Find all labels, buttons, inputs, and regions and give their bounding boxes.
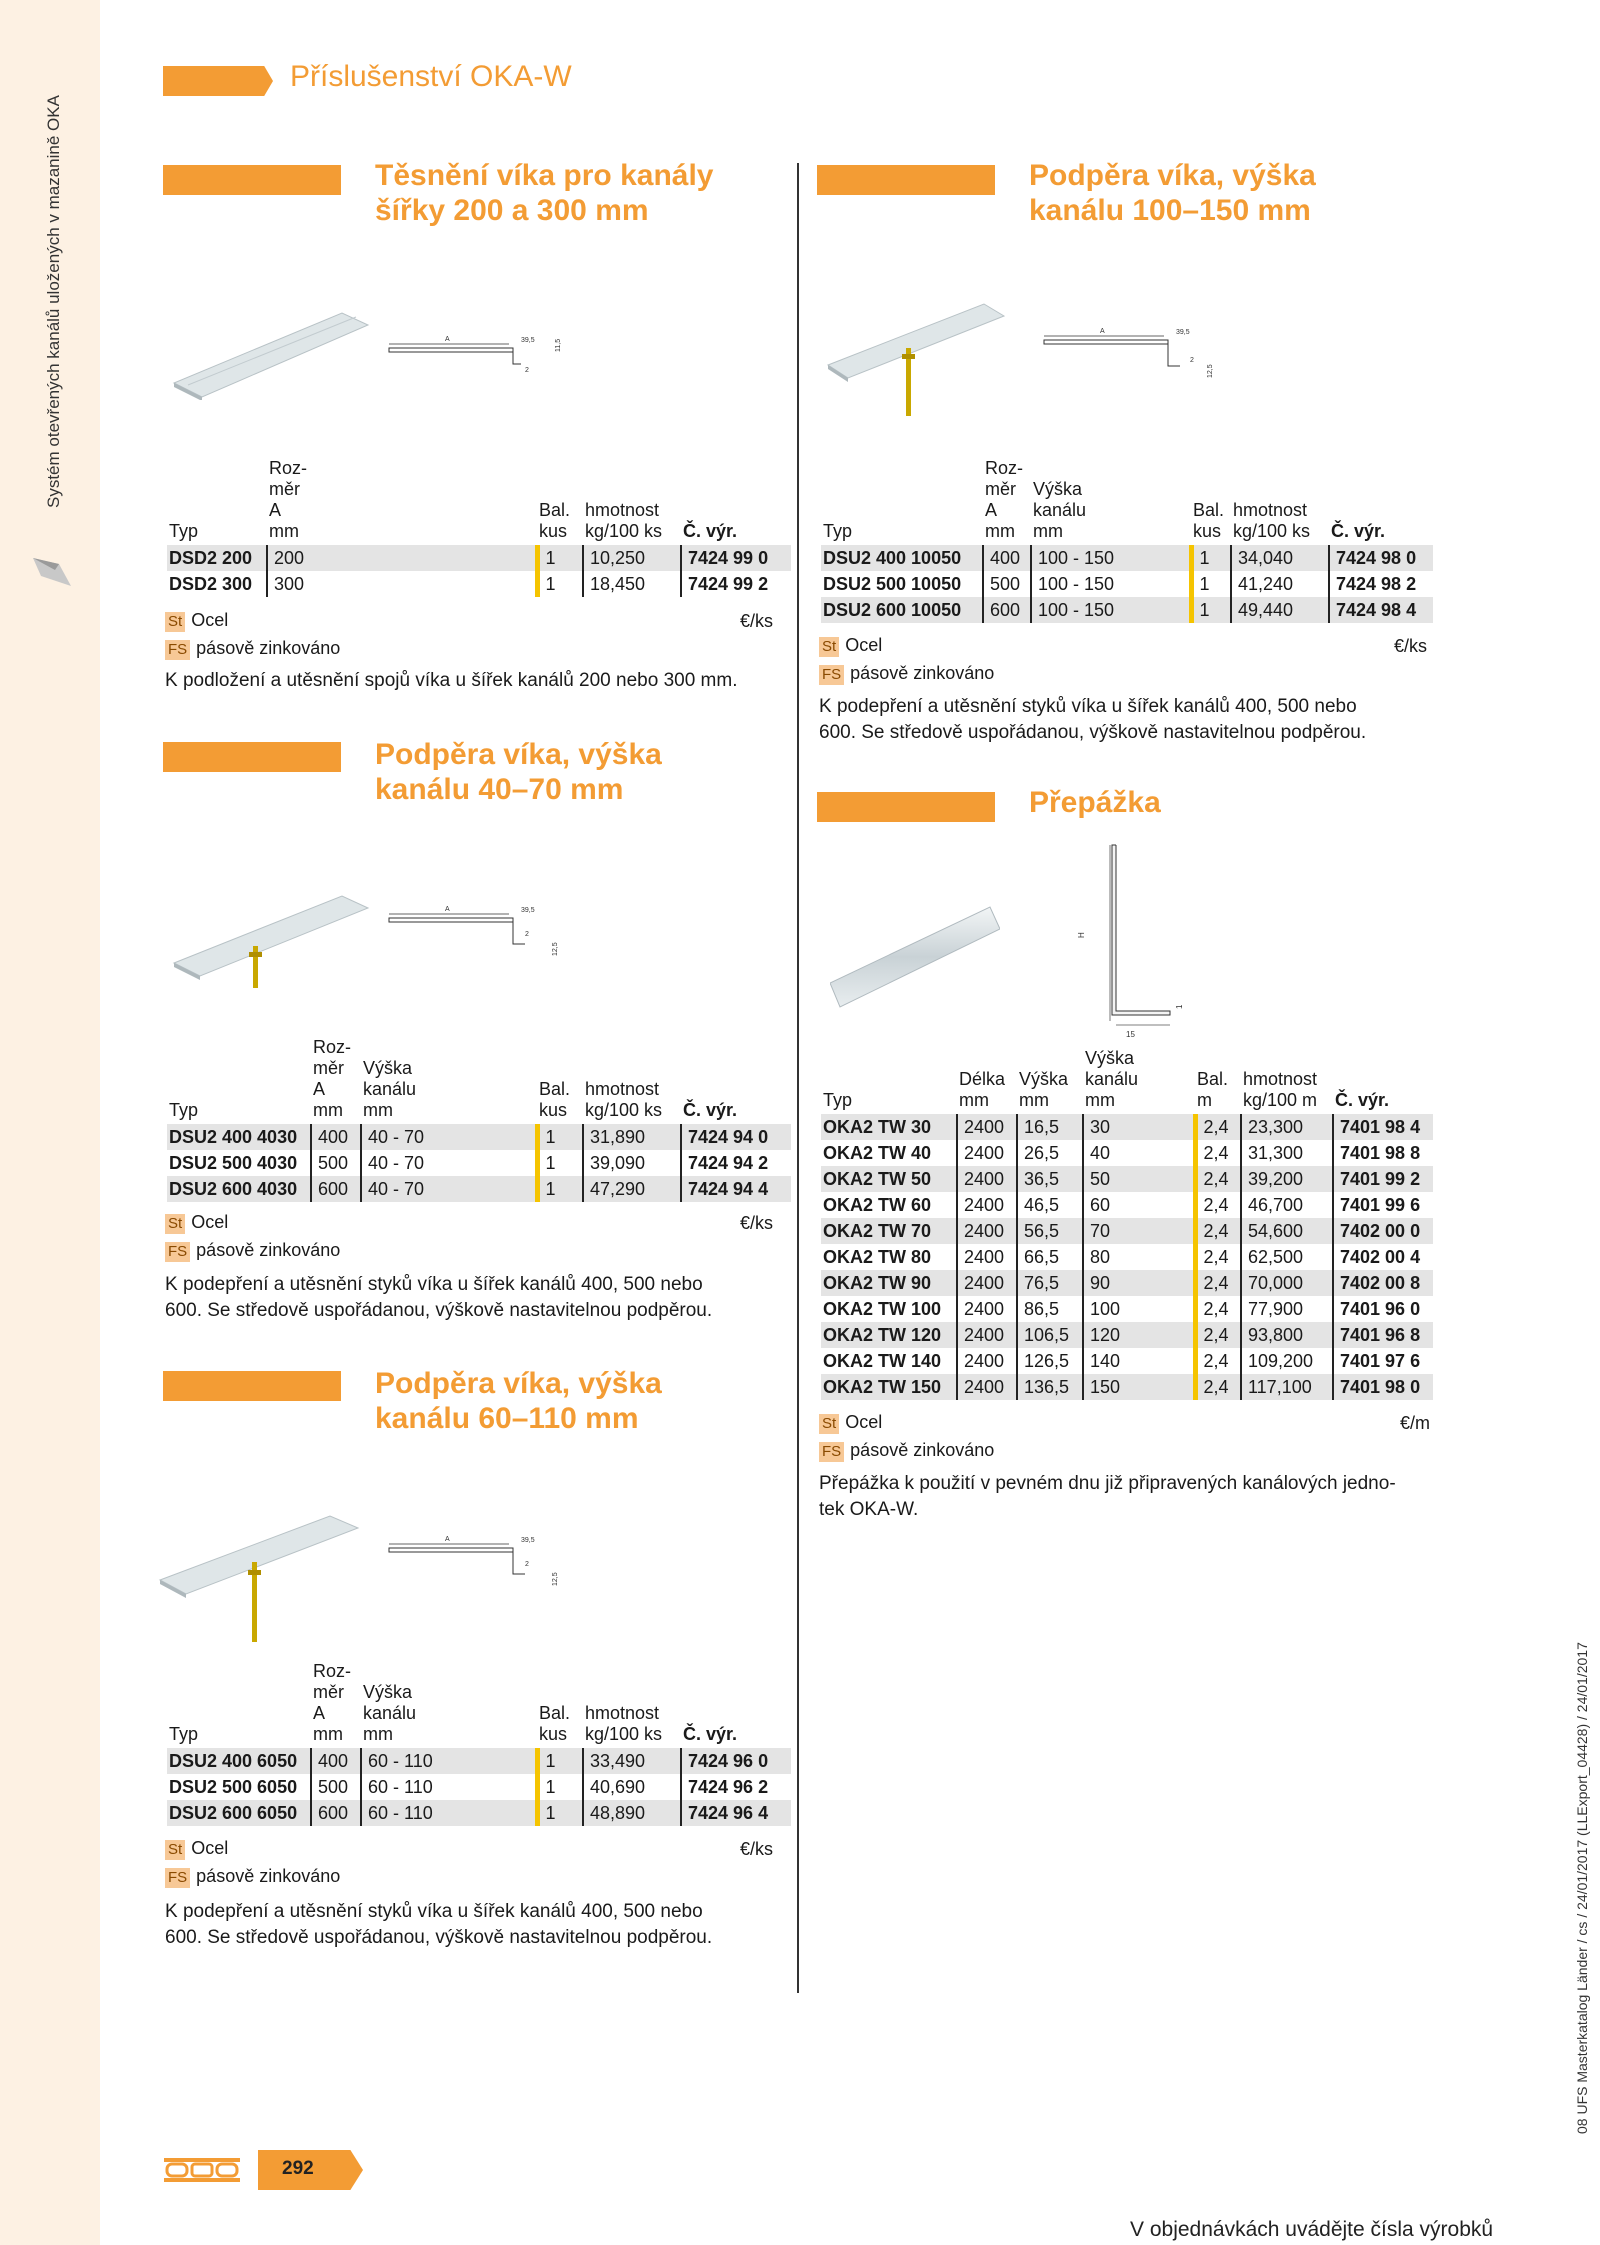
column-divider: [797, 163, 799, 1993]
obo-logo: [163, 2155, 241, 2185]
table-row: OKA2 TW 30 2400 16,5 30 2,4 23,300 7401 98 4: [821, 1114, 1433, 1140]
technical-drawing-dsd2: [385, 330, 565, 380]
svg-text:2: 2: [525, 931, 529, 938]
material-info-dsu2-60-110: St Ocel FS pásově zinkováno: [165, 1834, 340, 1890]
table-row: DSU2 400 4030 400 40 - 70 1 31,890 7424 94 0: [167, 1124, 791, 1150]
table-row: OKA2 TW 50 2400 36,5 50 2,4 39,200 7401 99 2: [821, 1166, 1433, 1192]
table-row: OKA2 TW 150 2400 136,5 150 2,4 117,100 7401 98 0: [821, 1374, 1433, 1400]
svg-text:12,5: 12,5: [1207, 364, 1214, 378]
product-photo-dsu2-100-150: [826, 300, 1006, 420]
table-row: DSD2 200 200 1 10,250 7424 99 0: [167, 545, 791, 571]
svg-text:11,5: 11,5: [555, 338, 562, 352]
price-unit: €/ks: [740, 1839, 774, 1859]
table-header: Typ Roz- měr A mm Bal. kus hmotnost kg/100 ks Č. výr.: [169, 458, 738, 541]
catalog-export-info: 08 UFS Masterkatalog Länder / cs / 24/01/2017 (LLExport_04428) / 24/01/2017: [1574, 1642, 1590, 2134]
table-row: OKA2 TW 80 2400 66,5 80 2,4 62,500 7402 00 4: [821, 1244, 1433, 1270]
table-header: Typ Roz- měr A mm Výška kanálu mm Bal. kus hmotnost kg/100 ks Č. výr.: [169, 1037, 738, 1120]
table-row: OKA2 TW 100 2400 86,5 100 2,4 77,900 7401 96 0: [821, 1296, 1433, 1322]
svg-text:A: A: [445, 1536, 450, 1543]
table-row: DSU2 500 4030 500 40 - 70 1 39,090 7424 94 2: [167, 1150, 791, 1176]
product-table-dsd2: [167, 458, 791, 597]
section-accent-bar: [163, 1371, 341, 1401]
table-row: OKA2 TW 60 2400 46,5 60 2,4 46,700 7401 99 6: [821, 1192, 1433, 1218]
svg-text:A: A: [445, 336, 450, 343]
header-accent-bar: [163, 66, 273, 96]
product-photo-dsd2: [172, 305, 372, 400]
product-table-dsu2-40-70: [167, 1037, 791, 1202]
table-header: Typ Délka mm Výška mm Výška kanálu mm Bal. m hmotnost kg/100 m Č. výr.: [823, 1048, 1390, 1110]
material-info-oka2-tw: St Ocel FS pásově zinkováno: [819, 1408, 994, 1464]
price-unit: €/ks: [740, 611, 774, 631]
section-accent-bar: [163, 742, 341, 772]
table-row: OKA2 TW 140 2400 126,5 140 2,4 109,200 7401 97 6: [821, 1348, 1433, 1374]
svg-text:12,5: 12,5: [552, 1572, 559, 1586]
product-table-oka2-tw: [821, 1048, 1433, 1400]
product-table-dsu2-100-150: [821, 458, 1433, 623]
section-title: Těsnění víka pro kanály šířky 200 a 300 mm: [375, 159, 714, 227]
section-title: Podpěra víka, výška kanálu 60–110 mm: [375, 1367, 662, 1435]
page-corner-icon: [33, 558, 71, 586]
material-info-dsd2: St Ocel FS pásově zinkováno: [165, 606, 340, 662]
svg-text:39,5: 39,5: [521, 337, 535, 344]
price-unit: €/ks: [740, 1213, 774, 1233]
material-info-dsu2-100-150: St Ocel FS pásově zinkováno: [819, 631, 994, 687]
table-row: DSU2 400 10050 400 100 - 150 1 34,040 7424 98 0: [821, 545, 1433, 571]
page-number: 292: [282, 2158, 314, 2179]
technical-drawing-oka2-tw: [1060, 843, 1190, 1043]
table-header: Typ Roz- měr A mm Výška kanálu mm Bal. kus hmotnost kg/100 ks Č. výr.: [169, 1661, 738, 1744]
svg-text:A: A: [1100, 328, 1105, 335]
technical-drawing-dsu2-40-70: [385, 900, 565, 960]
description-dsu2-60-110: K podepření a utěsnění styků víka u šířek kanálů 400, 500 nebo 600. Se středově uspořádanou, výškově nastavitelnou podpěrou.: [165, 1901, 713, 1948]
footer-note: V objednávkách uvádějte čísla výrobků: [1130, 2218, 1494, 2241]
table-row: DSU2 400 6050 400 60 - 110 1 33,490 7424 96 0: [167, 1748, 791, 1774]
svg-text:39,5: 39,5: [521, 1537, 535, 1544]
svg-text:2: 2: [525, 367, 529, 374]
section-title: Podpěra víka, výška kanálu 100–150 mm: [1029, 159, 1316, 227]
section-accent-bar: [817, 165, 995, 195]
table-row: DSU2 600 6050 600 60 - 110 1 48,890 7424 96 4: [167, 1800, 791, 1826]
table-row: DSD2 300 300 1 18,450 7424 99 2: [167, 571, 791, 597]
price-unit: €/m: [1400, 1413, 1431, 1433]
sidebar: [0, 0, 100, 2245]
product-table-dsu2-60-110: [167, 1661, 791, 1826]
section-title: Přepážka: [1029, 786, 1161, 819]
technical-drawing-dsu2-100-150: [1040, 322, 1220, 382]
technical-drawing-dsu2-60-110: [385, 1530, 565, 1590]
svg-text:1: 1: [1175, 1004, 1184, 1009]
product-photo-dsu2-60-110: [158, 1510, 363, 1650]
section-accent-bar: [817, 792, 995, 822]
table-row: OKA2 TW 70 2400 56,5 70 2,4 54,600 7402 00 0: [821, 1218, 1433, 1244]
section-accent-bar: [163, 165, 341, 195]
description-dsu2-100-150: K podepření a utěsnění styků víka u šířek kanálů 400, 500 nebo 600. Se středově uspořádanou, výškově nastavitelnou podpěrou.: [819, 696, 1367, 743]
description-dsu2-40-70: K podepření a utěsnění styků víka u šířek kanálů 400, 500 nebo 600. Se středově uspořádanou, výškově nastavitelnou podpěrou.: [165, 1274, 713, 1321]
svg-text:H: H: [1077, 932, 1086, 938]
page-title: Příslušenství OKA-W: [290, 60, 572, 93]
svg-text:39,5: 39,5: [1176, 329, 1190, 336]
table-row: OKA2 TW 120 2400 106,5 120 2,4 93,800 7401 96 8: [821, 1322, 1433, 1348]
table-row: OKA2 TW 40 2400 26,5 40 2,4 31,300 7401 98 8: [821, 1140, 1433, 1166]
sidebar-title: Systém otevřených kanálů uložených v mazanině OKA: [44, 95, 63, 508]
table-header: Typ Roz- měr A mm Výška kanálu mm Bal. kus hmotnost kg/100 ks Č. výr.: [823, 458, 1386, 541]
svg-text:39,5: 39,5: [521, 907, 535, 914]
description-dsd2: K podložení a utěsnění spojů víka u šířek kanálů 200 nebo 300 mm.: [165, 670, 738, 691]
svg-text:2: 2: [1190, 357, 1194, 364]
table-row: DSU2 600 10050 600 100 - 150 1 49,440 7424 98 4: [821, 597, 1433, 623]
table-row: DSU2 500 10050 500 100 - 150 1 41,240 7424 98 2: [821, 571, 1433, 597]
product-photo-dsu2-40-70: [172, 888, 372, 1003]
description-oka2-tw: Přepážka k použití v pevném dnu již připravených kanálových jedno- tek OKA-W.: [819, 1473, 1396, 1520]
table-row: DSU2 500 6050 500 60 - 110 1 40,690 7424 96 2: [167, 1774, 791, 1800]
product-photo-oka2-tw: [830, 895, 1000, 1010]
table-row: OKA2 TW 90 2400 76,5 90 2,4 70,000 7402 00 8: [821, 1270, 1433, 1296]
section-title: Podpěra víka, výška kanálu 40–70 mm: [375, 738, 662, 806]
svg-text:A: A: [445, 906, 450, 913]
material-info-dsu2-40-70: St Ocel FS pásově zinkováno: [165, 1208, 340, 1264]
price-unit: €/ks: [1394, 636, 1428, 656]
svg-text:2: 2: [525, 1561, 529, 1568]
svg-text:15: 15: [1126, 1030, 1135, 1039]
table-row: DSU2 600 4030 600 40 - 70 1 47,290 7424 94 4: [167, 1176, 791, 1202]
svg-text:12,5: 12,5: [552, 942, 559, 956]
